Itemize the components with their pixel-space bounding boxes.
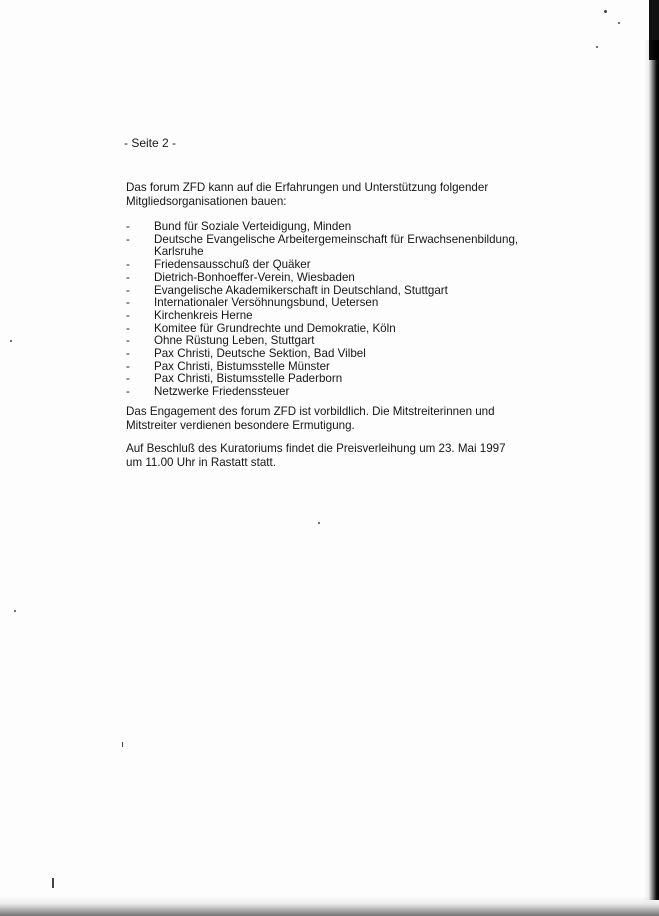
bullet-dash: -: [126, 321, 130, 335]
list-item: [126, 386, 546, 399]
bullet-dash: -: [126, 283, 130, 297]
list-item: [126, 221, 546, 234]
bullet-dash: -: [126, 385, 130, 399]
organization-name: Dietrich-Bonhoeffer-Verein, Wiesbaden: [154, 270, 355, 284]
organization-name: Pax Christi, Deutsche Sektion, Bad Vilbel: [154, 347, 366, 361]
page-number-label: - Seite 2 -: [124, 136, 177, 150]
scan-speck: [14, 610, 16, 612]
bullet-dash: -: [126, 308, 130, 322]
organization-name: Internationaler Versöhnungsbund, Uetersen: [154, 296, 379, 310]
scan-speck: [318, 522, 320, 524]
scan-speck: [604, 10, 607, 13]
bullet-dash: -: [126, 232, 130, 246]
list-item: [126, 272, 546, 285]
organization-name: Netzwerke Friedenssteuer: [154, 385, 290, 399]
organization-name: Evangelische Akademikerschaft in Deutschland, Stuttgart: [154, 283, 448, 297]
bullet-dash: -: [126, 359, 130, 373]
organization-name: Pax Christi, Bistumsstelle Münster: [154, 359, 330, 373]
bullet-dash: -: [126, 220, 130, 233]
scan-edge-shadow-bottom: [0, 896, 659, 916]
bullet-dash: -: [126, 258, 130, 272]
scan-speck: [10, 340, 12, 342]
list-item: [126, 310, 546, 323]
bullet-dash: -: [126, 372, 130, 386]
organization-name: Friedensausschuß der Quäker: [154, 258, 311, 272]
scan-speck: [618, 22, 620, 24]
list-item: [126, 348, 546, 361]
engagement-paragraph: Das Engagement des forum ZFD ist vorbildlich. Die Mitstreiterinnen und Mitstreiter verdienen besondere Ermutigung.: [126, 405, 495, 432]
list-item: [126, 234, 546, 259]
bullet-dash: -: [126, 347, 130, 361]
bullet-dash: -: [126, 296, 130, 310]
scan-speck: [596, 46, 598, 48]
list-item: [126, 259, 546, 272]
organization-name: Kirchenkreis Herne: [154, 308, 253, 322]
member-organizations-list: [126, 221, 546, 399]
scan-speck: [122, 742, 123, 747]
organization-name: Deutsche Evangelische Arbeitergemeinschaft für Erwachsenenbildung, Karlsruhe: [154, 232, 519, 259]
intro-paragraph: Das forum ZFD kann auf die Erfahrungen und Unterstützung folgender Mitgliedsorganisationen bauen:: [126, 181, 489, 208]
organization-name: Komitee für Grundrechte und Demokratie, Köln: [154, 321, 396, 335]
organization-name: Bund für Soziale Verteidigung, Minden: [154, 220, 352, 233]
scan-speck: [52, 878, 54, 888]
scan-edge-shadow-right: [643, 40, 659, 900]
bullet-dash: -: [126, 270, 130, 284]
organization-name: Pax Christi, Bistumsstelle Paderborn: [154, 372, 343, 386]
bullet-dash: -: [126, 334, 130, 348]
ceremony-paragraph: Auf Beschluß des Kuratoriums findet die Preisverleihung um 23. Mai 1997 um 11.00 Uhr in Rastatt statt.: [126, 442, 506, 469]
organization-name: Ohne Rüstung Leben, Stuttgart: [154, 334, 315, 348]
